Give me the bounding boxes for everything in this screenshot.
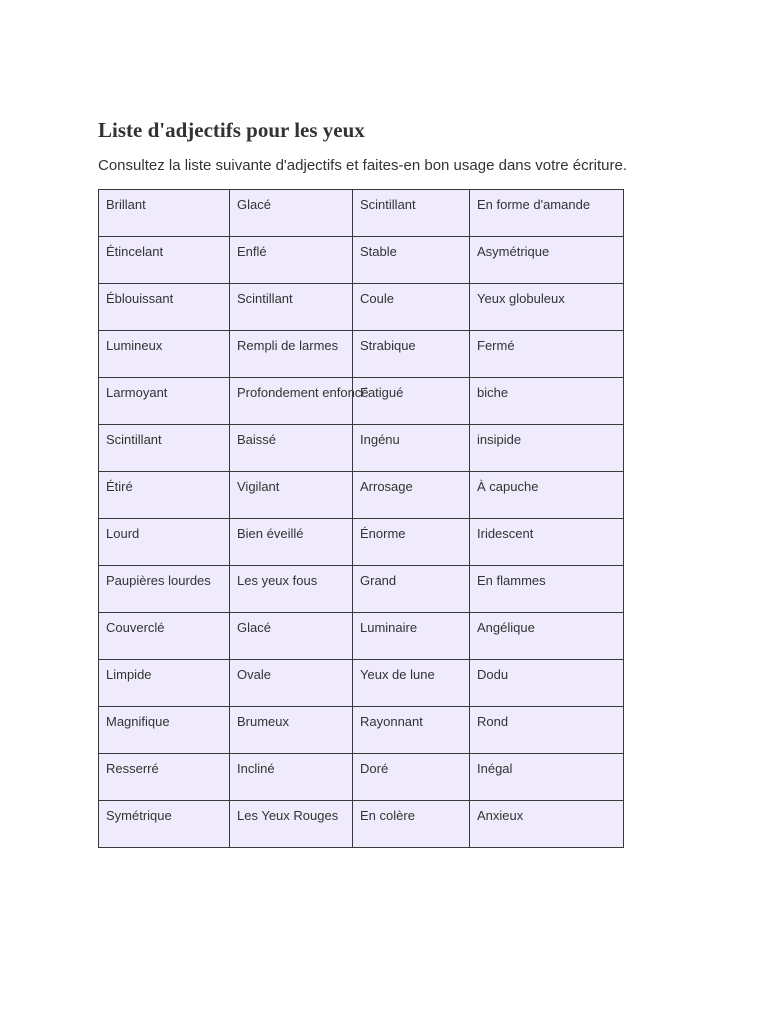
table-row	[99, 284, 624, 331]
table-row	[99, 707, 624, 754]
table-cell: Limpide	[99, 660, 230, 707]
table-cell: Baissé	[230, 425, 353, 472]
table-cell: Coule	[353, 284, 470, 331]
table-cell: Scintillant	[353, 190, 470, 237]
page-title: Liste d'adjectifs pour les yeux	[98, 118, 365, 142]
table-cell: Glacé	[230, 190, 353, 237]
table-row	[99, 519, 624, 566]
table-cell: Incliné	[230, 754, 353, 801]
table-cell: Fatigué	[353, 378, 470, 425]
table-cell: Ingénu	[353, 425, 470, 472]
table-row	[99, 378, 624, 425]
table-cell: Profondement enfoncé	[230, 378, 353, 425]
table-row	[99, 801, 624, 848]
table-cell: Bien éveillé	[230, 519, 353, 566]
table-row	[99, 425, 624, 472]
table-cell: Rempli de larmes	[230, 331, 353, 378]
table-row	[99, 237, 624, 284]
table-cell: Rond	[470, 707, 624, 754]
adjectives-table-body	[99, 190, 624, 848]
table-cell: Magnifique	[99, 707, 230, 754]
intro-paragraph: Consultez la liste suivante d'adjectifs et faites-en bon usage dans votre écriture.	[98, 157, 627, 174]
table-cell: Larmoyant	[99, 378, 230, 425]
table-cell: Rayonnant	[353, 707, 470, 754]
table-cell: Scintillant	[99, 425, 230, 472]
table-cell: En forme d'amande	[470, 190, 624, 237]
table-cell: Brillant	[99, 190, 230, 237]
table-cell: Arrosage	[353, 472, 470, 519]
table-cell: Dodu	[470, 660, 624, 707]
table-cell: Les yeux fous	[230, 566, 353, 613]
table-cell: Fermé	[470, 331, 624, 378]
table-cell: Paupières lourdes	[99, 566, 230, 613]
table-cell: insipide	[470, 425, 624, 472]
table-row	[99, 331, 624, 378]
table-cell: Brumeux	[230, 707, 353, 754]
table-cell: Asymétrique	[470, 237, 624, 284]
table-cell: Couverclé	[99, 613, 230, 660]
table-cell: Inégal	[470, 754, 624, 801]
table-cell: Symétrique	[99, 801, 230, 848]
table-cell: En colère	[353, 801, 470, 848]
table-cell: Lourd	[99, 519, 230, 566]
table-cell: Doré	[353, 754, 470, 801]
table-row	[99, 472, 624, 519]
adjectives-table	[98, 189, 624, 848]
table-cell: Glacé	[230, 613, 353, 660]
table-cell: Strabique	[353, 331, 470, 378]
table-cell: À capuche	[470, 472, 624, 519]
table-row	[99, 566, 624, 613]
table-cell: biche	[470, 378, 624, 425]
table-row	[99, 613, 624, 660]
table-cell: Yeux de lune	[353, 660, 470, 707]
table-cell: Grand	[353, 566, 470, 613]
table-cell: Resserré	[99, 754, 230, 801]
table-row	[99, 660, 624, 707]
table-cell: Étincelant	[99, 237, 230, 284]
table-cell: Les Yeux Rouges	[230, 801, 353, 848]
table-cell: Éblouissant	[99, 284, 230, 331]
table-cell: Vigilant	[230, 472, 353, 519]
table-row	[99, 754, 624, 801]
table-cell: Anxieux	[470, 801, 624, 848]
table-cell: Scintillant	[230, 284, 353, 331]
table-cell: Enflé	[230, 237, 353, 284]
table-cell: Luminaire	[353, 613, 470, 660]
table-cell: Ovale	[230, 660, 353, 707]
table-cell: Angélique	[470, 613, 624, 660]
table-cell: En flammes	[470, 566, 624, 613]
table-cell: Stable	[353, 237, 470, 284]
table-cell: Lumineux	[99, 331, 230, 378]
table-cell: Étiré	[99, 472, 230, 519]
table-cell: Iridescent	[470, 519, 624, 566]
table-row	[99, 190, 624, 237]
table-cell: Énorme	[353, 519, 470, 566]
table-cell: Yeux globuleux	[470, 284, 624, 331]
